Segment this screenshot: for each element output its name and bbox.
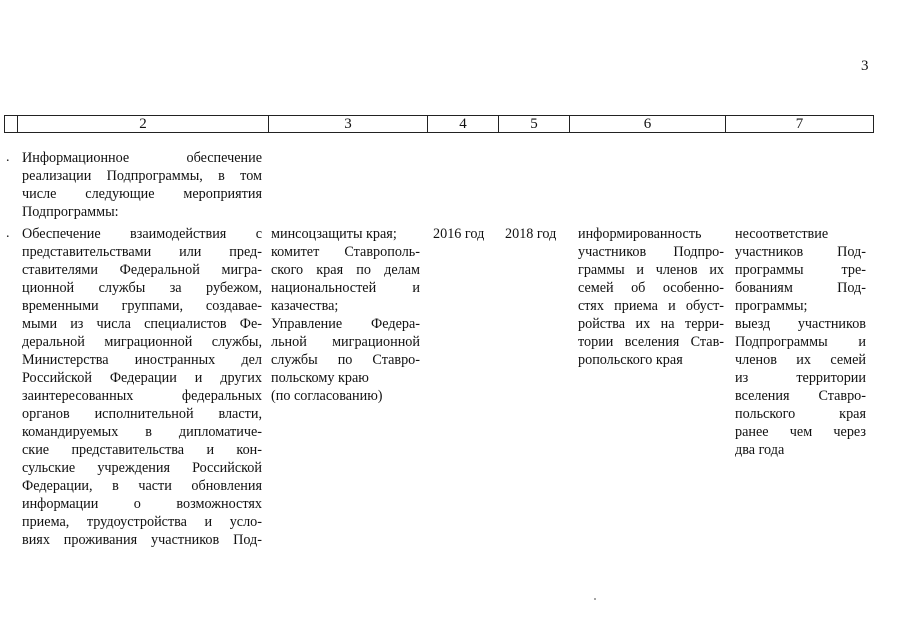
text-line: ропольского края <box>578 352 683 368</box>
text-line: льной миграционной <box>271 334 420 350</box>
event-description-cell <box>22 225 262 549</box>
executor-cell <box>271 225 420 405</box>
column-header-row <box>4 115 874 133</box>
text-line: национальностей и <box>271 280 420 296</box>
text-line: представительствами или пред- <box>22 244 262 260</box>
text-line: два года <box>735 442 785 458</box>
column-header-1 <box>5 116 18 133</box>
scan-speck <box>594 598 596 600</box>
text-line: граммы и членов их <box>578 262 724 278</box>
text-line: казачества; <box>271 298 339 314</box>
text-line: сульские учреждения Российской <box>22 460 262 476</box>
text-line: временными группами, создавае- <box>22 298 262 314</box>
text-line: Управление Федера- <box>271 316 420 332</box>
text-line: минсоцзащиты края; <box>271 226 397 242</box>
text-line: деральной миграционной службы, <box>22 334 262 350</box>
text-line: членов их семей <box>735 352 866 368</box>
text-line: участников Подпро- <box>578 244 724 260</box>
column-header-4: 4 <box>428 116 499 133</box>
text-line: программы тре- <box>735 262 866 278</box>
column-header-7: 7 <box>726 116 874 133</box>
start-year: 2016 год <box>433 226 485 242</box>
text-line: реализации Подпрограммы, в том <box>22 168 262 184</box>
text-line: тории вселения Став- <box>578 334 724 350</box>
text-line: ские представительства и кон- <box>22 442 262 458</box>
end-year-cell <box>505 225 567 243</box>
text-line: приема, трудоустройства и усло- <box>22 514 262 530</box>
text-line: семей об особенно- <box>578 280 724 296</box>
text-line: ройства их на терри- <box>578 316 724 332</box>
event-description-cell <box>22 149 262 221</box>
text-line: программы; <box>735 298 808 314</box>
text-line: из территории <box>735 370 866 386</box>
end-year: 2018 год <box>505 226 557 242</box>
text-line: бованиям Под- <box>735 280 866 296</box>
text-line: (по согласованию) <box>271 388 383 404</box>
text-line: Федерации, в части обновления <box>22 478 262 494</box>
text-line: польского края <box>735 406 866 422</box>
text-line: Обеспечение взаимодействия с <box>22 226 262 242</box>
text-line: мыми из числа специалистов Фе- <box>22 316 262 332</box>
text-line: ского края по делам <box>271 262 420 278</box>
text-line: польскому краю <box>271 370 369 386</box>
text-line: Российской Федерации и других <box>22 370 262 386</box>
text-line: Информационное обеспечение <box>22 150 262 166</box>
risk-cell <box>735 225 866 459</box>
row-marker: . <box>6 226 10 241</box>
text-line: заинтересованных федеральных <box>22 388 262 404</box>
text-line: Подпрограммы и <box>735 334 866 350</box>
row-marker: . <box>6 150 10 165</box>
text-line: стях приема и обуст- <box>578 298 724 314</box>
text-line: командируемых в дипломатиче- <box>22 424 262 440</box>
text-line: информации о возможностях <box>22 496 262 512</box>
expected-result-cell <box>578 225 724 369</box>
text-line: службы по Ставро- <box>271 352 420 368</box>
text-line: ставителями Федеральной мигра- <box>22 262 262 278</box>
text-line: комитет Ставрополь- <box>271 244 420 260</box>
text-line: виях проживания участников Под- <box>22 532 262 548</box>
column-header-6: 6 <box>570 116 726 133</box>
text-line: участников Под- <box>735 244 866 260</box>
text-line: числе следующие мероприятия <box>22 186 262 202</box>
text-line: ранее чем через <box>735 424 866 440</box>
text-line: ционной службы за рубежом, <box>22 280 262 296</box>
text-line: информированность <box>578 226 702 242</box>
column-header-3: 3 <box>269 116 428 133</box>
text-line: Министерства иностранных дел <box>22 352 262 368</box>
text-line: несоответствие <box>735 226 829 242</box>
text-line: органов исполнительной власти, <box>22 406 262 422</box>
start-year-cell <box>433 225 495 243</box>
text-line: Подпрограммы: <box>22 204 119 220</box>
text-line: выезд участников <box>735 316 866 332</box>
page-number: 3 <box>861 58 869 74</box>
column-header-2: 2 <box>18 116 269 133</box>
column-header-5: 5 <box>499 116 570 133</box>
text-line: вселения Ставро- <box>735 388 866 404</box>
